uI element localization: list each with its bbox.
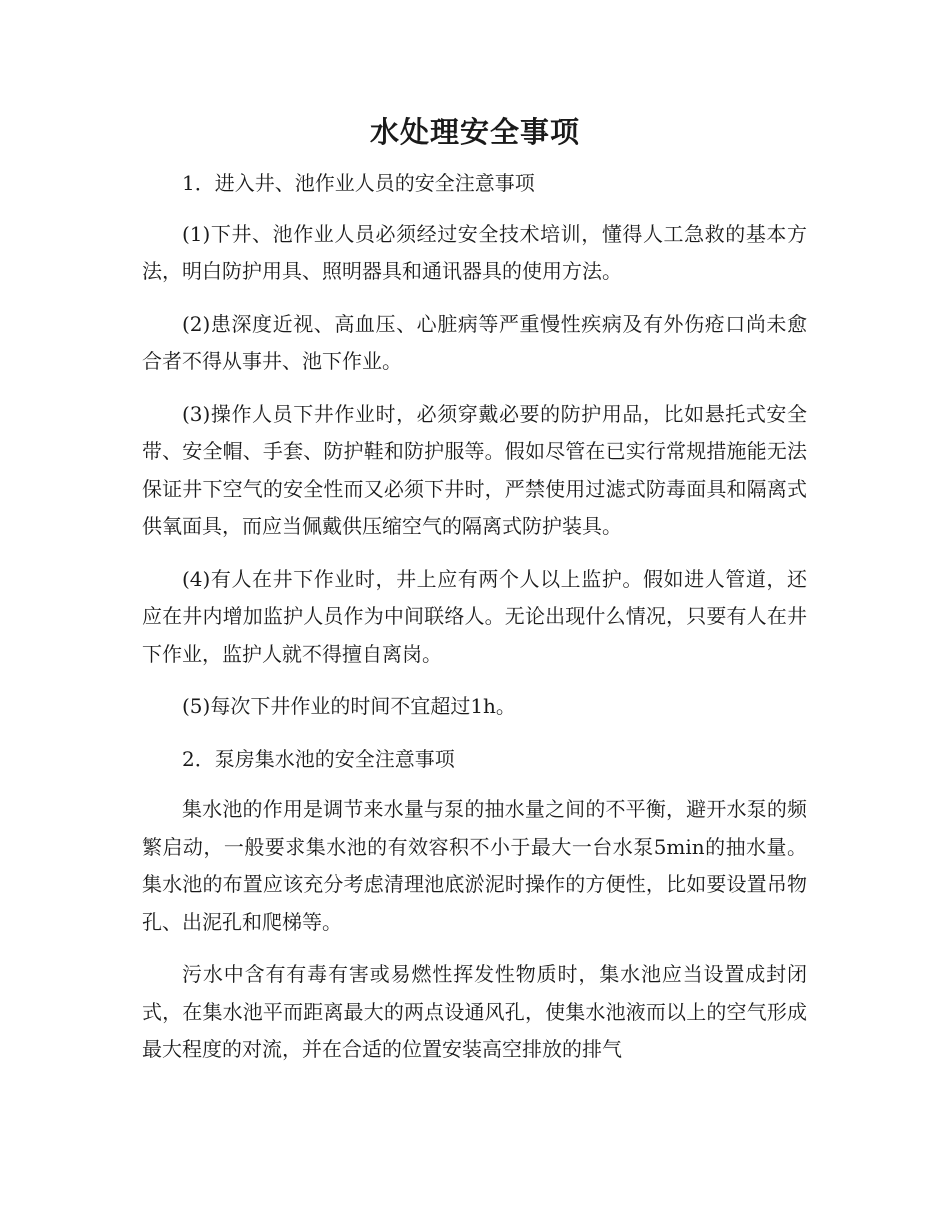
section-1-item-2: (2)患深度近视、高血压、心脏病等严重慢性疾病及有外伤疮口尚未愈合者不得从事井、池下作业。 xyxy=(142,311,807,373)
section-heading-1: 1．进入井、池作业人员的安全注意事项 xyxy=(182,171,535,195)
section-1-item-1: (1)下井、池作业人员必须经过安全技术培训，懂得人工急救的基本方法，明白防护用具、照明器具和通讯器具的使用方法。 xyxy=(142,221,807,283)
document-body xyxy=(142,165,807,1084)
page-title: 水处理安全事项 xyxy=(369,115,580,149)
section-1-item-5: (5)每次下井作业的时间不宜超过1h。 xyxy=(182,694,516,718)
section-1-item-3: (3)操作人员下井作业时，必须穿戴必要的防护用品，比如悬托式安全带、安全帽、手套、防护鞋和防护服等。假如尽管在已实行常规措施能无法保证井下空气的安全性而又必须下井时，严禁使用过滤式防毒面具和隔离式供氧面具，而应当佩戴供压缩空气的隔离式防护装具。 xyxy=(142,401,807,538)
section-2-paragraph-2: 污水中含有有毒有害或易燃性挥发性物质时，集水池应当设置成封闭式，在集水池平而距离最大的两点设通风孔，使集水池液而以上的空气形成最大程度的对流，并在合适的位置安装高空排放的排气 xyxy=(142,962,807,1061)
section-1-item-4: (4)有人在井下作业时，井上应有两个人以上监护。假如进人管道，还应在井内增加监护人员作为中间联络人。无论出现什么情况，只要有人在井下作业，监护人就不得擅自离岗。 xyxy=(142,566,807,666)
section-heading-2: 2．泵房集水池的安全注意事项 xyxy=(182,746,455,771)
section-2-paragraph-1: 集水池的作用是调节来水量与泵的抽水量之间的不平衡，避开水泵的频繁启动，一般要求集水池的有效容积不小于最大一台水泵5min的抽水量。集水池的布置应该充分考虑清理池底淤泥时操作的方便性，比如要设置吊物孔、出泥孔和爬梯等。 xyxy=(142,797,807,934)
